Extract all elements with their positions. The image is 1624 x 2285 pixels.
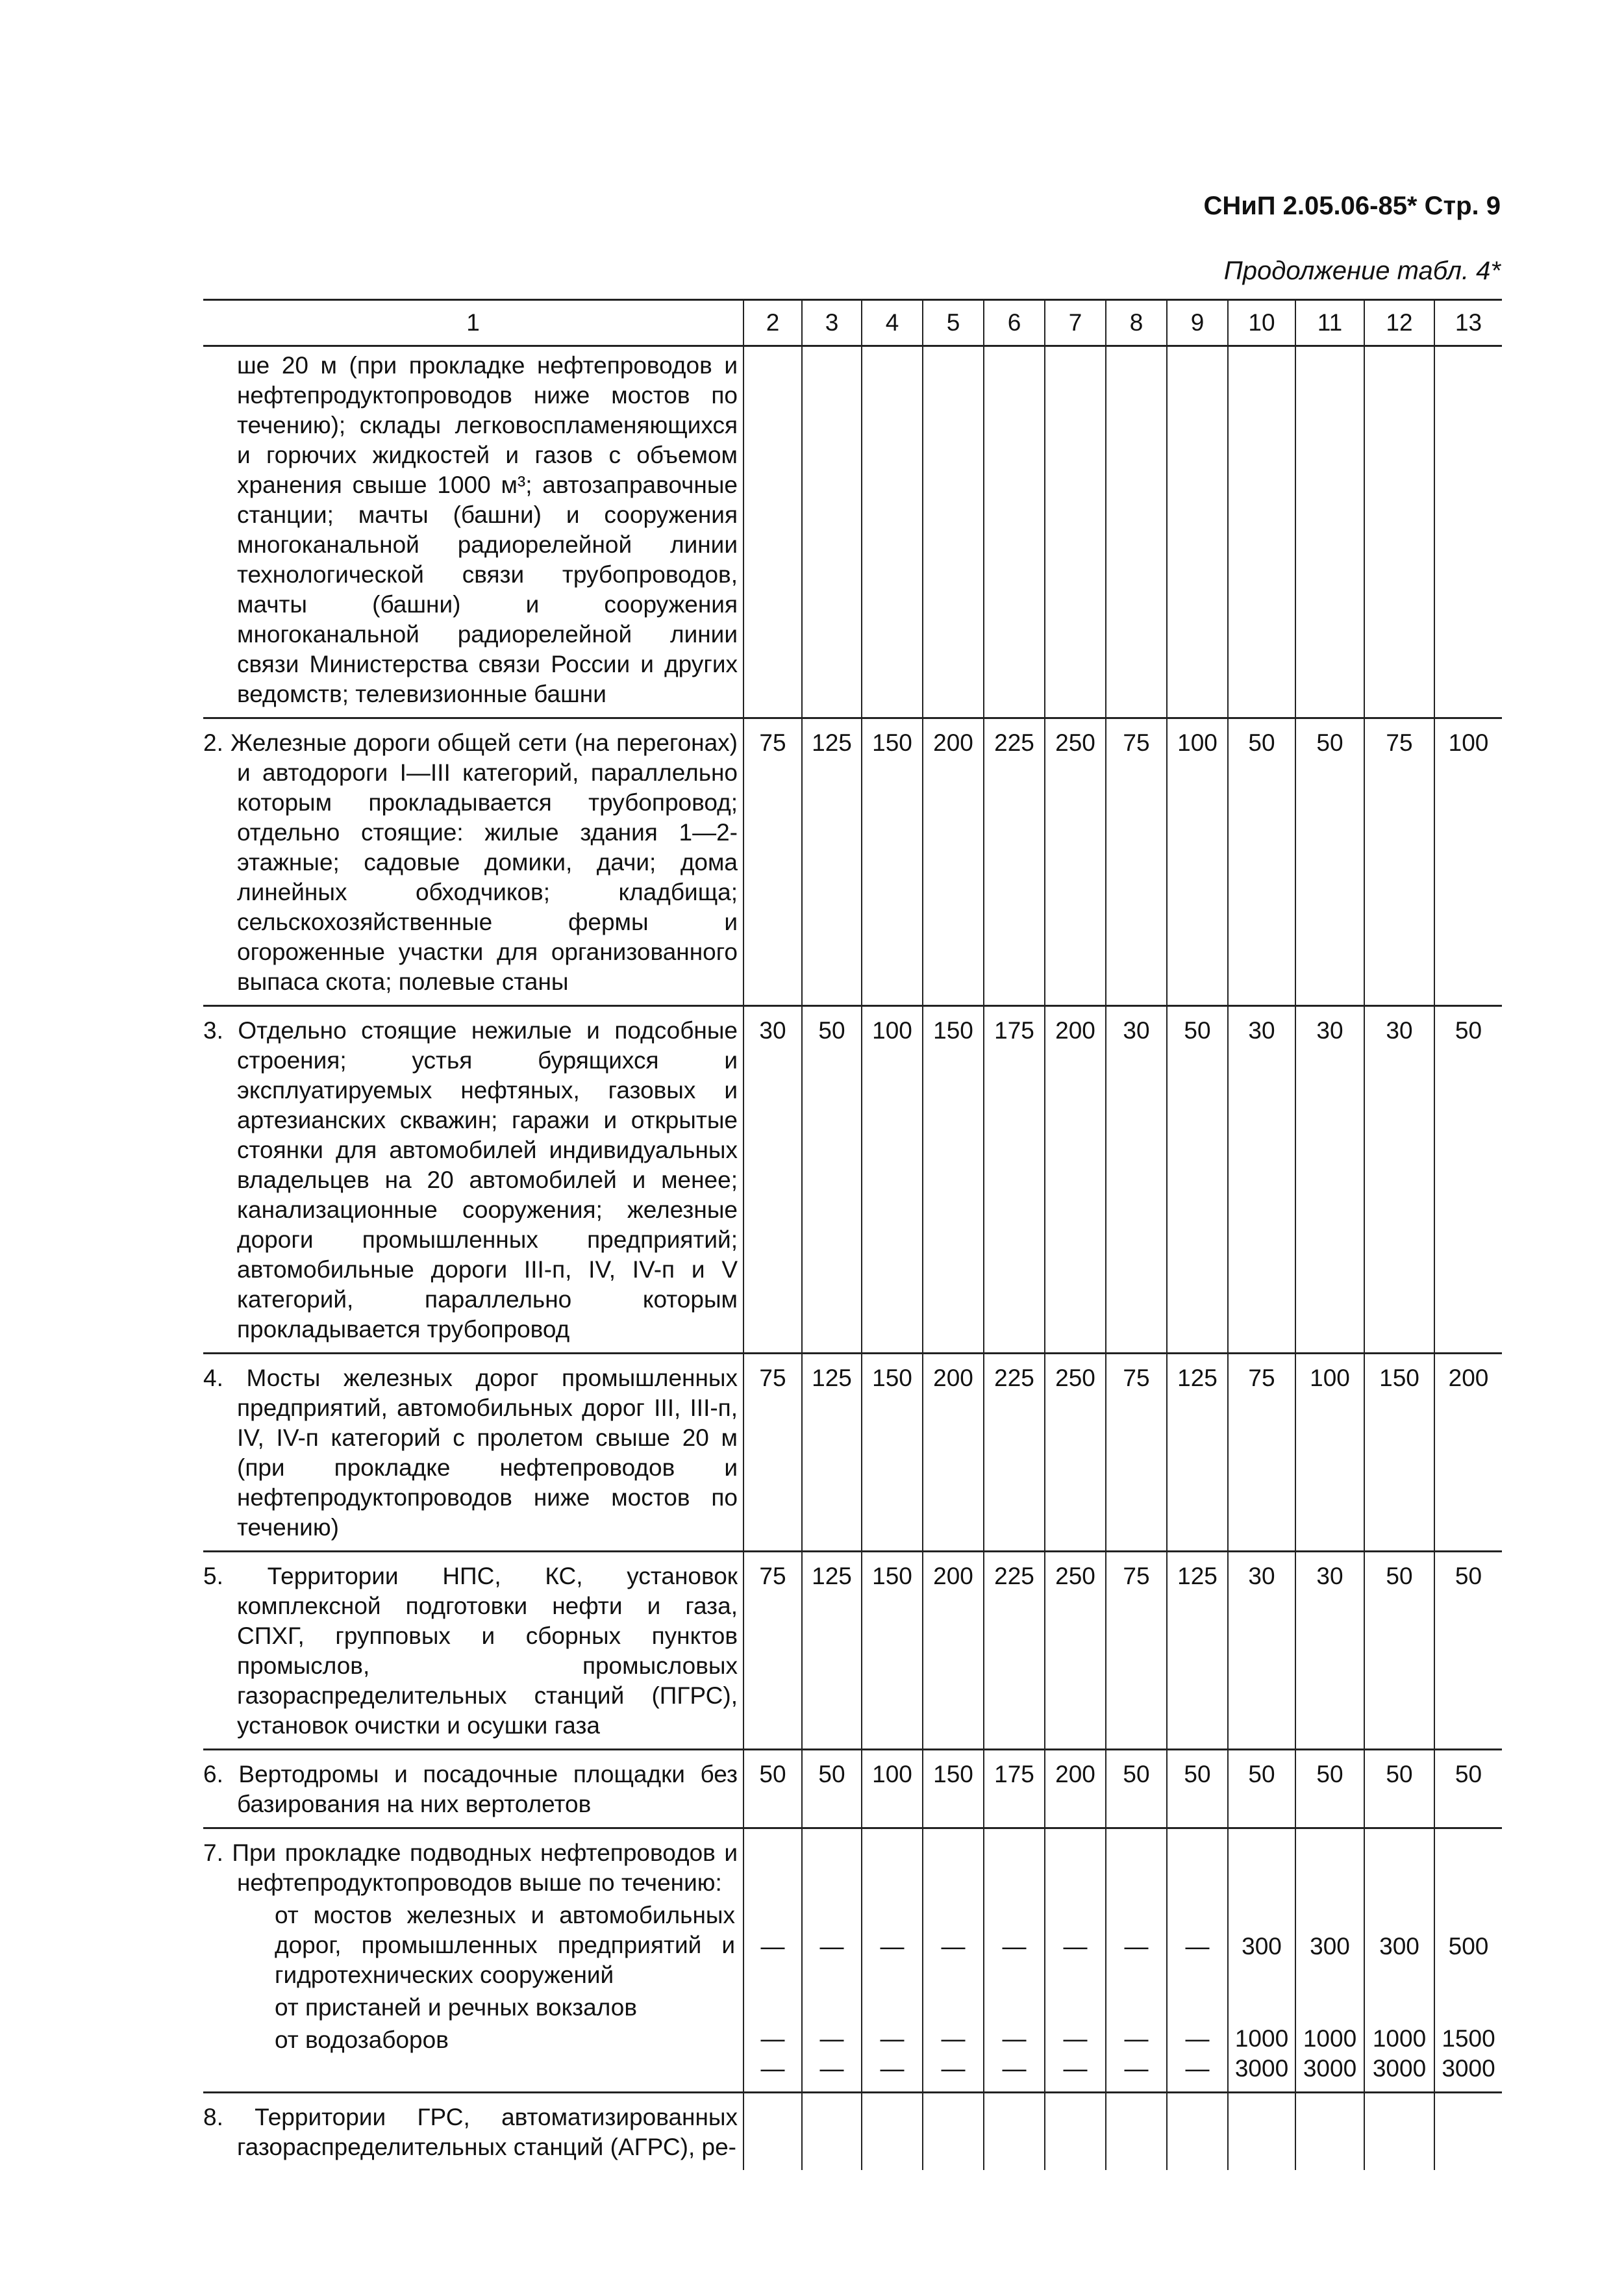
value-cell <box>923 2093 984 2171</box>
table-row <box>203 1750 1502 1828</box>
row-description-cell <box>203 2093 743 2171</box>
value-cell: 200 <box>923 1354 984 1552</box>
value-cell: — — — <box>1106 1828 1167 2093</box>
value-cell: 200 <box>1434 1354 1502 1552</box>
value-cell <box>1045 346 1106 718</box>
value-cell: 75 <box>743 718 802 1006</box>
value-cell: 100 <box>862 1750 923 1828</box>
value-cell: 50 <box>1434 1552 1502 1750</box>
value-cell: 75 <box>1106 718 1167 1006</box>
value-cell: 200 <box>1045 1006 1106 1354</box>
column-header: 7 <box>1045 300 1106 346</box>
value-cell <box>1167 2093 1228 2171</box>
row-description: 4. Мосты железных дорог промышленных предприятий, автомобильных дорог III, III-п, IV, IV-п категорий с пролетом свыше 20 м (при прокладке нефтепроводов и нефтепродуктопроводов ниже мостов по течению) <box>203 1365 738 1541</box>
column-header: 4 <box>862 300 923 346</box>
value-cell: 75 <box>1364 718 1434 1006</box>
value-cell: 75 <box>1228 1354 1295 1552</box>
value-cell: 250 <box>1045 1354 1106 1552</box>
row-description-cell <box>203 1552 743 1750</box>
table-row <box>203 346 1502 718</box>
value-cell: — — — <box>1045 1828 1106 2093</box>
value-cell: 50 <box>1364 1552 1434 1750</box>
value-cell: 175 <box>984 1750 1045 1828</box>
value-cell <box>802 2093 862 2171</box>
value-cell: 30 <box>1364 1006 1434 1354</box>
value-cell: 500 1500 3000 <box>1434 1828 1502 2093</box>
value-cell: 100 <box>1295 1354 1364 1552</box>
value-cell: 150 <box>862 1354 923 1552</box>
column-header: 1 <box>203 300 743 346</box>
row-description: 8. Территории ГРС, автоматизированных газораспределительных станций (АГРС), ре- <box>203 2104 738 2160</box>
value-cell: 30 <box>1106 1006 1167 1354</box>
value-cell <box>984 2093 1045 2171</box>
value-cell <box>1434 2093 1502 2171</box>
value-cell: 50 <box>1167 1006 1228 1354</box>
column-header: 5 <box>923 300 984 346</box>
row-description-cell <box>203 1006 743 1354</box>
value-cell: 50 <box>802 1006 862 1354</box>
value-cell <box>1167 346 1228 718</box>
row-description-cell <box>203 346 743 718</box>
value-cell: 150 <box>923 1006 984 1354</box>
value-cell: 30 <box>1228 1006 1295 1354</box>
value-cell: 225 <box>984 718 1045 1006</box>
row-description: 2. Железные дороги общей сети (на перегонах) и автодороги I—III категорий, параллельно которым прокладывается трубопровод; отдельно стоящие: жилые здания 1—2-этажные; садовые домики, дачи; дома линейных обходчиков; кладбища; сельскохозяйственные фермы и огороженные участки для организованного выпаса скота; полевые станы <box>203 729 738 995</box>
value-cell: 75 <box>743 1552 802 1750</box>
value-cell: 50 <box>1228 718 1295 1006</box>
row-description-cell <box>203 1828 743 2093</box>
value-cell: 50 <box>1364 1750 1434 1828</box>
value-cell: 150 <box>1364 1354 1434 1552</box>
value-cell: 125 <box>1167 1354 1228 1552</box>
column-header: 9 <box>1167 300 1228 346</box>
column-header: 3 <box>802 300 862 346</box>
value-cell: 75 <box>1106 1354 1167 1552</box>
value-cell: 30 <box>743 1006 802 1354</box>
row-description: ше 20 м (при прокладке нефтепроводов и нефтепродуктопроводов ниже мостов по течению); склады легковоспламеняющихся и горючих жидкостей и газов с объемом хранения свыше 1000 м³; автозаправочные станции; мачты (башни) и сооружения многоканальной радиорелейной линии технологической связи трубопроводов, мачты (башни) и сооружения многоканальной радиорелейной линии связи Министерства связи России и других ведомств; телевизионные башни <box>237 352 738 707</box>
value-cell: 30 <box>1295 1552 1364 1750</box>
value-cell <box>862 2093 923 2171</box>
table-continuation-caption: Продолжение табл. 4* <box>1223 257 1501 285</box>
value-cell <box>802 346 862 718</box>
value-cell: 250 <box>1045 1552 1106 1750</box>
value-cell: 300 1000 3000 <box>1228 1828 1295 2093</box>
table-row <box>203 718 1502 1006</box>
running-head: СНиП 2.05.06-85* Стр. 9 <box>1203 192 1501 220</box>
row-description-cell <box>203 718 743 1006</box>
column-header: 8 <box>1106 300 1167 346</box>
value-cell: — — — <box>802 1828 862 2093</box>
value-cell: 50 <box>802 1750 862 1828</box>
value-cell: 200 <box>923 1552 984 1750</box>
sub-row-description: от пристаней и речных вокзалов <box>275 1994 637 2021</box>
value-cell: 125 <box>802 1354 862 1552</box>
value-cell: 250 <box>1045 718 1106 1006</box>
column-header: 6 <box>984 300 1045 346</box>
value-cell: — — — <box>984 1828 1045 2093</box>
sub-row-description: от водозаборов <box>275 2026 449 2053</box>
table-row <box>203 1828 1502 2093</box>
value-cell: 125 <box>1167 1552 1228 1750</box>
value-cell: — — — <box>862 1828 923 2093</box>
value-cell <box>984 346 1045 718</box>
value-cell: 50 <box>1295 718 1364 1006</box>
value-cell: 150 <box>923 1750 984 1828</box>
table-row <box>203 1552 1502 1750</box>
value-cell: 30 <box>1295 1006 1364 1354</box>
table-row <box>203 1354 1502 1552</box>
value-cell: 50 <box>1434 1006 1502 1354</box>
value-cell: 100 <box>1167 718 1228 1006</box>
value-cell: 50 <box>1434 1750 1502 1828</box>
value-cell: 50 <box>1228 1750 1295 1828</box>
value-cell <box>1295 346 1364 718</box>
row-description: 7. При прокладке подводных нефтепроводов и нефтепродуктопроводов выше по течению: <box>203 1839 738 1896</box>
table-header-row <box>203 300 1502 346</box>
value-cell: 75 <box>743 1354 802 1552</box>
value-cell: 50 <box>743 1750 802 1828</box>
value-cell: 125 <box>802 1552 862 1750</box>
value-cell <box>1228 2093 1295 2171</box>
value-cell <box>1295 2093 1364 2171</box>
row-description: 5. Территории НПС, КС, установок комплексной подготовки нефти и газа, СПХГ, групповых и сборных пунктов промыслов, промысловых газораспределительных станций (ПГРС), установок очистки и осушки газа <box>203 1563 738 1739</box>
value-cell: — — — <box>923 1828 984 2093</box>
value-cell <box>1106 2093 1167 2171</box>
value-cell <box>743 2093 802 2171</box>
table-row <box>203 1006 1502 1354</box>
value-cell <box>1106 346 1167 718</box>
table-row <box>203 2093 1502 2171</box>
value-cell <box>1228 346 1295 718</box>
value-cell <box>1364 346 1434 718</box>
sub-row-description: от мостов железных и автомобильных дорог, промышленных предприятий и гидротехнических сооружений <box>275 1902 735 1988</box>
column-header: 13 <box>1434 300 1502 346</box>
value-cell <box>1045 2093 1106 2171</box>
value-cell: — — — <box>1167 1828 1228 2093</box>
column-header: 11 <box>1295 300 1364 346</box>
row-description: 3. Отдельно стоящие нежилые и подсобные строения; устья бурящихся и эксплуатируемых нефтяных, газовых и артезианских скважин; гаражи и открытые стоянки для автомобилей индивидуальных владельцев на 20 автомобилей и менее; канализационные сооружения; железные дороги промышленных предприятий; автомобильные дороги III-п, IV, IV-п и V категорий, параллельно которым прокладывается трубопровод <box>203 1017 738 1343</box>
value-cell <box>1434 346 1502 718</box>
value-cell: 300 1000 3000 <box>1295 1828 1364 2093</box>
value-cell: 75 <box>1106 1552 1167 1750</box>
value-cell: 100 <box>862 1006 923 1354</box>
value-cell: 225 <box>984 1552 1045 1750</box>
value-cell: 50 <box>1167 1750 1228 1828</box>
value-cell <box>743 346 802 718</box>
value-cell <box>1364 2093 1434 2171</box>
value-cell: — — — <box>743 1828 802 2093</box>
value-cell: 200 <box>1045 1750 1106 1828</box>
value-cell: 150 <box>862 1552 923 1750</box>
row-description: 6. Вертодромы и посадочные площадки без базирования на них вертолетов <box>203 1761 738 1817</box>
column-header: 10 <box>1228 300 1295 346</box>
distance-norms-table <box>203 299 1502 2170</box>
value-cell: 100 <box>1434 718 1502 1006</box>
value-cell: 50 <box>1106 1750 1167 1828</box>
column-header: 12 <box>1364 300 1434 346</box>
row-description-cell <box>203 1750 743 1828</box>
column-header: 2 <box>743 300 802 346</box>
value-cell <box>923 346 984 718</box>
value-cell: 200 <box>923 718 984 1006</box>
value-cell: 125 <box>802 718 862 1006</box>
value-cell: 175 <box>984 1006 1045 1354</box>
value-cell <box>862 346 923 718</box>
row-description-cell <box>203 1354 743 1552</box>
value-cell: 300 1000 3000 <box>1364 1828 1434 2093</box>
value-cell: 225 <box>984 1354 1045 1552</box>
value-cell: 30 <box>1228 1552 1295 1750</box>
value-cell: 50 <box>1295 1750 1364 1828</box>
value-cell: 150 <box>862 718 923 1006</box>
